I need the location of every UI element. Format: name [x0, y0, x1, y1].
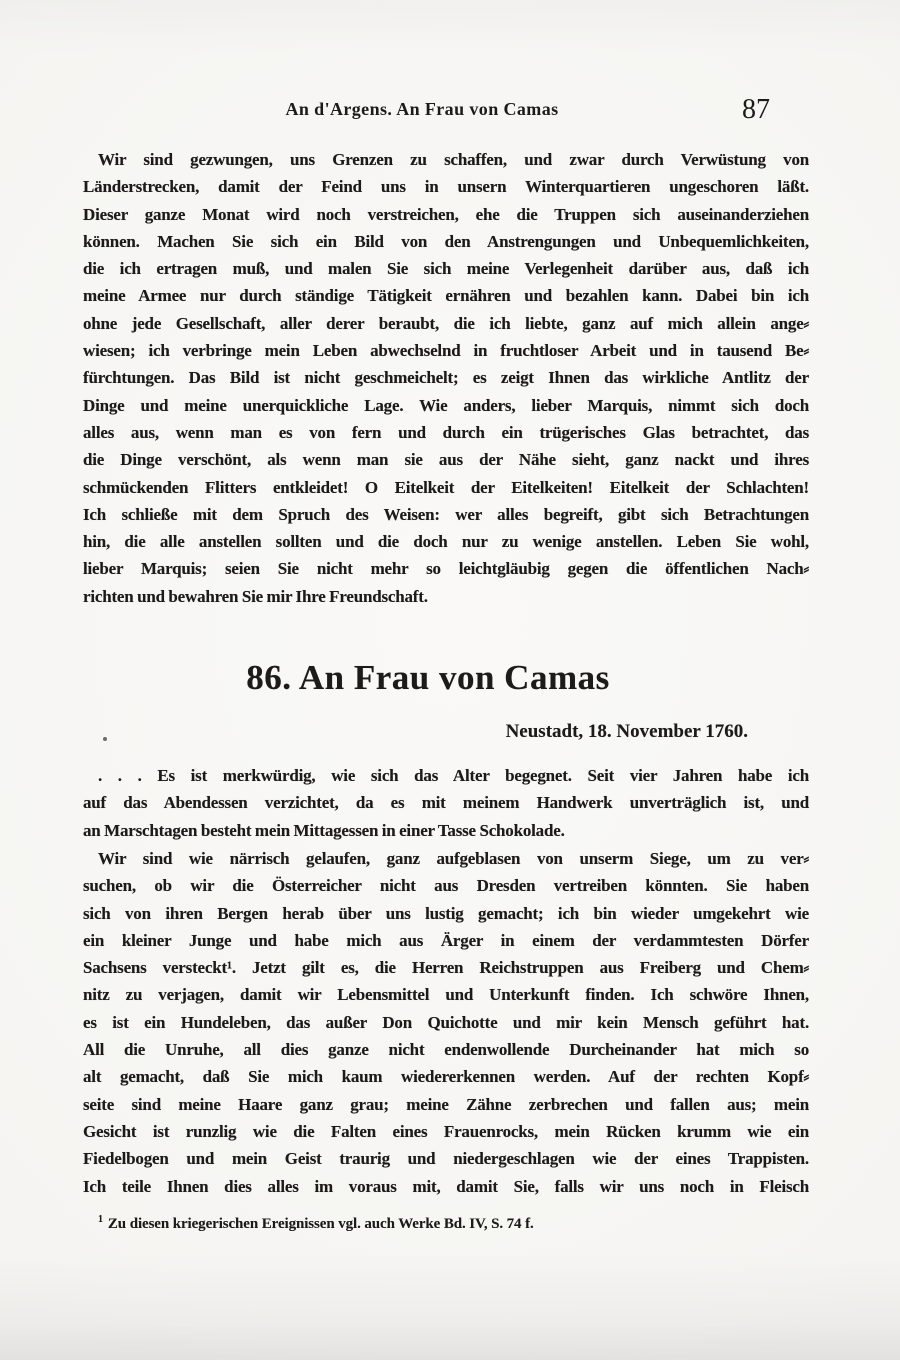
text-line: Länderstrecken, damit der Feind uns in unsern Winterquartieren ungeschoren läßt. — [83, 177, 809, 197]
text-line: Sachsens versteckt¹. Jetzt gilt es, die Herren Reichstruppen aus Freiberg und Chem⸗ — [83, 958, 809, 978]
text-line: suchen, ob wir die Österreicher nicht aus Dresden vertreiben könnten. Sie haben — [83, 876, 809, 896]
text-line: . . . Es ist merkwürdig, wie sich das Alter begegnet. Seit vier Jahren habe ich — [98, 766, 809, 785]
text-line: All die Unruhe, all dies ganze nicht endenwollende Durcheinander hat mich so — [83, 1040, 809, 1060]
text-line: richten und bewahren Sie mir Ihre Freundschaft. — [83, 586, 428, 606]
text-line: meine Armee nur durch ständige Tätigkeit ernähren und bezahlen kann. Dabei bin ich — [83, 286, 809, 306]
text-line: Gesicht ist runzlig wie die Falten eines Frauenrocks, mein Rücken krumm wie ein — [83, 1121, 809, 1141]
text-line: lieber Marquis; seien Sie nicht mehr so leichtgläubig gegen die öffentlichen Nach⸗ — [83, 559, 809, 579]
text-line: es ist ein Hundeleben, das außer Don Quichotte und mir kein Mensch geführt hat. — [83, 1012, 809, 1032]
text-line: schmückenden Flitters entkleidet! O Eitelkeit der Eitelkeiten! Eitelkeit der Schlachten! — [83, 477, 809, 497]
text-line: alles aus, wenn man es von fern und durch ein trügerisches Glas betrachtet, das — [83, 422, 809, 442]
text-line: wiesen; ich verbringe mein Leben abwechselnd in fruchtloser Arbeit und in tausend Be⸗ — [83, 341, 809, 361]
text-line: Dinge und meine unerquickliche Lage. Wie anders, lieber Marquis, nimmt sich doch — [83, 395, 809, 415]
text-line: nitz zu verjagen, damit wir Lebensmittel und Unterkunft finden. Ich schwöre Ihnen, — [83, 985, 809, 1005]
text-line: die Dinge verschönt, als wenn man sie aus der Nähe sieht, ganz nackt und ihres — [83, 450, 809, 470]
text-line: Wir sind wie närrisch gelaufen, ganz aufgeblasen von unserm Siege, um zu ver⸗ — [98, 849, 809, 868]
letter-86-dateline: Neustadt, 18. November 1760. — [505, 721, 748, 742]
text-line: Ich teile Ihnen dies alles im voraus mit, damit Sie, falls wir uns noch in Fleisch — [83, 1176, 809, 1196]
text-line: ein kleiner Junge und habe mich aus Ärger in einem der verdammtesten Dörfer — [83, 930, 809, 950]
text-line: hin, die alle anstellen sollten und die doch nur zu wenige anstellen. Leben Sie wohl, — [83, 532, 809, 552]
text-line: auf das Abendessen verzichtet, da es mit meinem Handwerk unverträglich ist, und — [83, 793, 809, 813]
letter-continuation-paragraph — [83, 146, 809, 610]
ink-speck — [103, 737, 107, 741]
footnote — [83, 1214, 809, 1233]
footnote-text: Zu diesen kriegerischen Ereignissen vgl. auch Werke Bd. IV, S. 74 f. — [107, 1216, 534, 1232]
letter-86-paragraph-1 — [83, 762, 809, 844]
page-number: 87 — [742, 94, 770, 125]
text-line: die ich ertragen muß, und malen Sie sich meine Verlegenheit darüber aus, daß ich — [83, 259, 809, 279]
text-line: fürchtungen. Das Bild ist nicht geschmeichelt; es zeigt Ihnen das wirkliche Antlitz der — [83, 368, 809, 388]
text-line: an Marschtagen besteht mein Mittagessen in einer Tasse Schokolade. — [83, 820, 565, 840]
text-line: Fiedelbogen und mein Geist traurig und niedergeschlagen wie der eines Trappisten. — [83, 1149, 809, 1169]
running-title: An d'Argens. An Frau von Camas — [285, 99, 559, 119]
text-line: Ich schließe mit dem Spruch des Weisen: wer alles begreift, gibt sich Betrachtungen — [83, 504, 809, 524]
text-line: seite sind meine Haare ganz grau; meine Zähne zerbrechen und fallen aus; mein — [83, 1094, 809, 1114]
text-line: können. Machen Sie sich ein Bild von den Anstrengungen und Unbequemlichkeiten, — [83, 231, 809, 251]
text-line: sich von ihren Bergen herab über uns lustig gemacht; ich bin wieder umgekehrt wie — [83, 903, 809, 923]
letter-86-paragraph-2 — [83, 845, 809, 1200]
text-line: alt gemacht, daß Sie mich kaum wiedererkennen werden. Auf der rechten Kopf⸗ — [83, 1067, 809, 1087]
footnote-marker: 1 — [98, 1214, 103, 1225]
letter-86-heading: 86. An Frau von Camas — [246, 658, 610, 697]
text-line: ohne jede Gesellschaft, aller derer beraubt, die ich liebte, ganz auf mich allein ange⸗ — [83, 313, 809, 333]
text-line: Dieser ganze Monat wird noch verstreichen, ehe die Truppen sich auseinanderziehen — [83, 204, 809, 224]
text-line: Wir sind gezwungen, uns Grenzen zu schaffen, und zwar durch Verwüstung von — [98, 150, 809, 169]
